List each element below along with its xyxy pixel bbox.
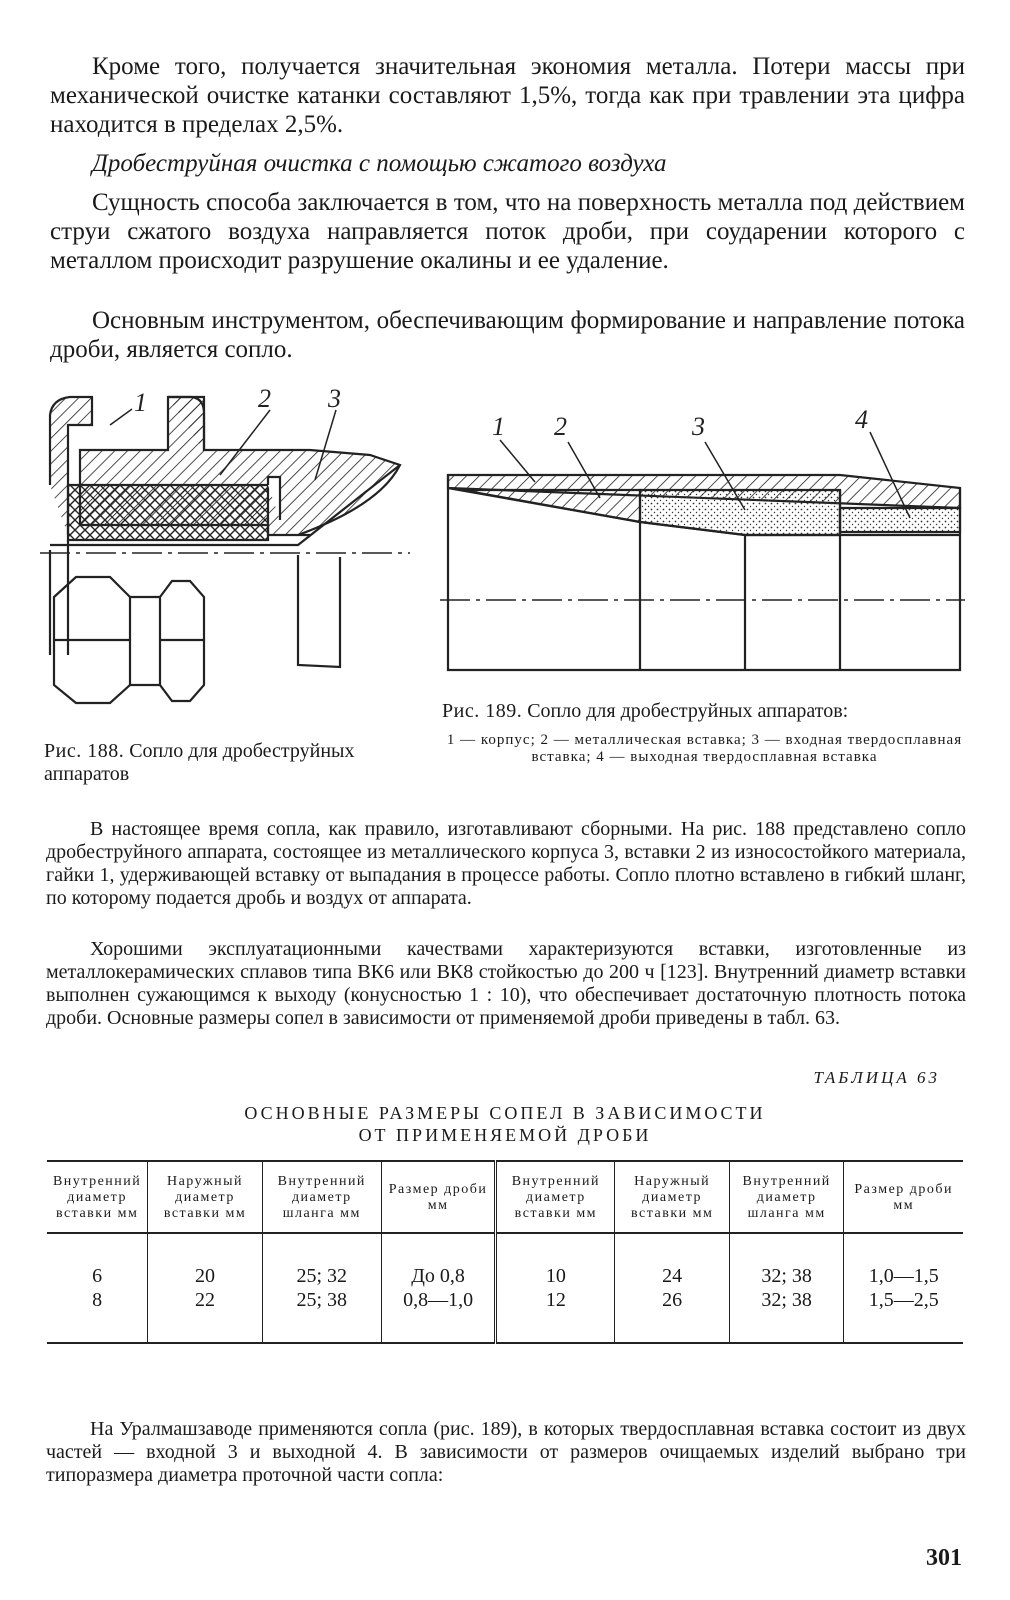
- table-cell: 20: [148, 1233, 263, 1288]
- fig189-label-1: 1: [492, 412, 505, 441]
- paragraph-intro-2: Сущность способа заключается в том, что на поверхность металла под действием струи сжатого воздуха направляется поток дроби, при соударении которого с металлом происходит разрушение окалины и ее удаление.: [50, 189, 965, 274]
- table-title: [0, 1102, 1010, 1146]
- table-header-cell: Внутренний диаметр шланга мм: [729, 1161, 844, 1233]
- table-header-cell: Внутренний диаметр шланга мм: [262, 1161, 381, 1233]
- fig189-label-2: 2: [554, 412, 567, 441]
- fig188-label-3: 3: [328, 385, 341, 413]
- table-cell: 26: [615, 1288, 730, 1343]
- table-header-cell: Размер дроби мм: [844, 1161, 963, 1233]
- paragraph-body-1: В настоящее время сопла, как правило, изготавливают сборными. На рис. 188 представлено сопло дробеструйного аппарата, состоящее из металлического корпуса 3, вставки 2 из износостойкого материала, гайки 1, удерживающей вставку от выпадания в процессе работы. Сопло плотно вставлено в гибкий шланг, по которому подается дробь и воздух от аппарата.: [46, 818, 966, 909]
- table-cell: 10: [496, 1233, 615, 1288]
- table-cell: 32; 38: [729, 1288, 844, 1343]
- nozzle-sizes-table: [47, 1160, 963, 1344]
- table-header-cell: Размер дроби мм: [381, 1161, 496, 1233]
- table-header-cell: Внутренний диаметр вставки мм: [47, 1161, 148, 1233]
- table-cell: До 0,8: [381, 1233, 496, 1288]
- table-title-line-1: ОСНОВНЫЕ РАЗМЕРЫ СОПЕЛ В ЗАВИСИМОСТИ: [244, 1103, 766, 1123]
- table-cell: 32; 38: [729, 1233, 844, 1288]
- table-header-row: [47, 1161, 963, 1233]
- table-cell: 24: [615, 1233, 730, 1288]
- fig188-label-2: 2: [258, 385, 271, 413]
- figure-188-caption-text: Сопло для дробеструйных аппаратов: [44, 740, 355, 785]
- table-row: [47, 1288, 963, 1343]
- figure-188-caption-number: Рис. 188.: [44, 740, 125, 762]
- paragraph-body-3: На Уралмашзаводе применяются сопла (рис. 189), в которых твердосплавная вставка состоит из двух частей — входной 3 и выходной 4. В зависимости от размеров очищаемых изделий выбрано три типоразмера диаметра проточной части сопла:: [46, 1418, 966, 1486]
- table-header-cell: Наружный диаметр вставки мм: [615, 1161, 730, 1233]
- figure-189-nozzle-drawing: [440, 400, 965, 675]
- section-heading: Дробеструйная очистка с помощью сжатого воздуха: [92, 150, 667, 177]
- paragraph-intro-1: Кроме того, получается значительная экономия металла. Потери массы при механической очистке катанки составляют 1,5%, тогда как при травлении эта цифра находится в пределах 2,5%.: [50, 53, 965, 138]
- table-cell: 1,5—2,5: [844, 1288, 963, 1343]
- paragraph-body-2: Хорошими эксплуатационными качествами характеризуются вставки, изготовленные из металлокерамических сплавов типа ВК6 или ВК8 стойкостью до 200 ч [123]. Внутренний диаметр вставки выполнен сужающимся к выходу (конусностью 1 : 10), что обеспечивает достаточную плотность потока дроби. Основные размеры сопел в зависимости от применяемой дроби приведены в табл. 63.: [46, 938, 966, 1029]
- table-header-cell: Наружный диаметр вставки мм: [148, 1161, 263, 1233]
- figure-188-caption: [44, 740, 414, 786]
- table-cell: 25; 38: [262, 1288, 381, 1343]
- figure-189-caption: [442, 700, 967, 723]
- table-title-line-2: ОТ ПРИМЕНЯЕМОЙ ДРОБИ: [358, 1125, 652, 1145]
- figure-189-legend: 1 — корпус; 2 — металлическая вставка; 3 — входная твердосплавная вставка; 4 — выходная твердосплавная вставка: [446, 732, 963, 765]
- table-cell: 12: [496, 1288, 615, 1343]
- figure-188-nozzle-drawing: [40, 385, 410, 720]
- figure-189-caption-text: Сопло для дробеструйных аппаратов:: [527, 700, 849, 722]
- table-cell: 22: [148, 1288, 263, 1343]
- table-row: [47, 1233, 963, 1288]
- table-cell: 25; 32: [262, 1233, 381, 1288]
- table-cell: 8: [47, 1288, 148, 1343]
- table-number: ТАБЛИЦА 63: [813, 1068, 940, 1087]
- table-cell: 6: [92, 1265, 103, 1287]
- page-number: 301: [926, 1545, 962, 1571]
- table-header-cell: Внутренний диаметр вставки мм: [496, 1161, 615, 1233]
- paragraph-intro-3: Основным инструментом, обеспечивающим формирование и направление потока дроби, является сопло.: [50, 307, 965, 363]
- fig189-label-4: 4: [855, 405, 868, 434]
- figure-189-caption-number: Рис. 189.: [442, 700, 523, 722]
- table-cell: 1,0—1,5: [844, 1233, 963, 1288]
- table-cell: 0,8—1,0: [381, 1288, 496, 1343]
- fig189-label-3: 3: [692, 412, 705, 441]
- fig188-label-1: 1: [134, 388, 147, 417]
